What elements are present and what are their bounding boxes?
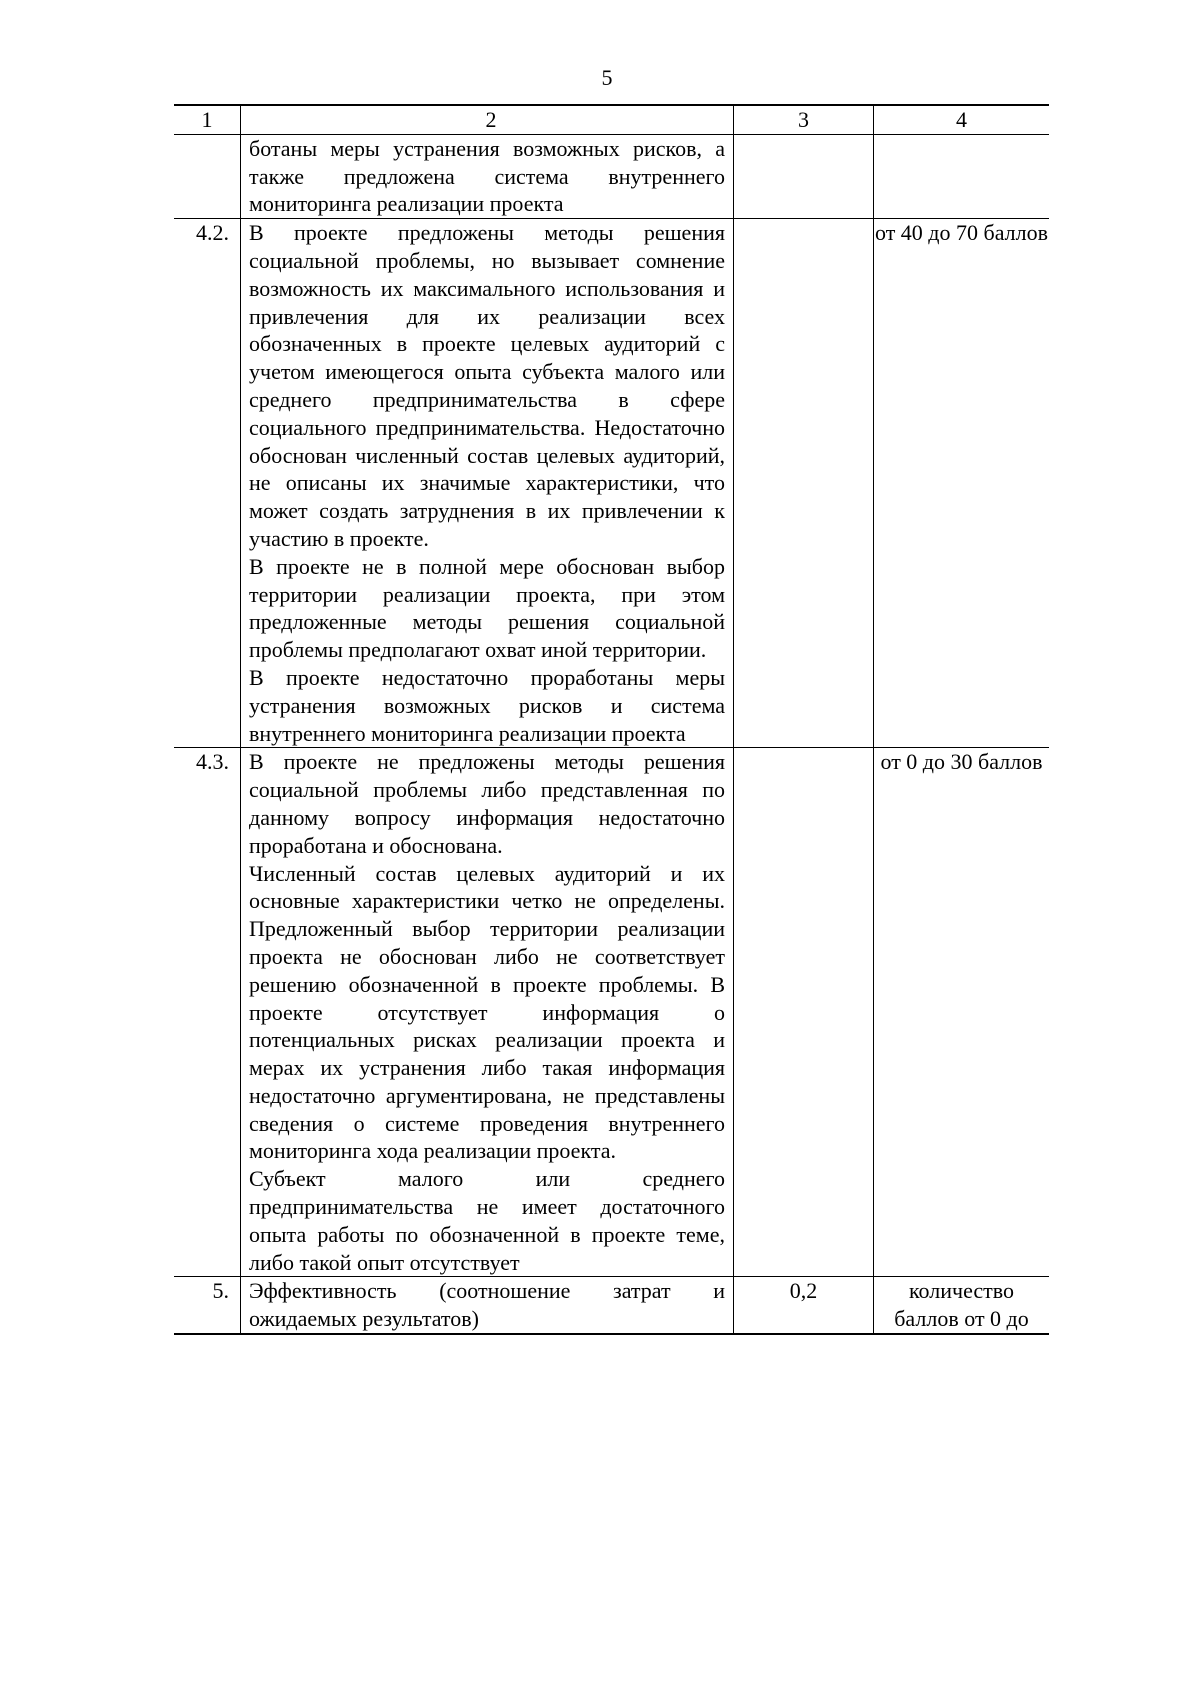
row-description	[241, 1277, 734, 1334]
row-paragraph: В проекте предложены методы решения социальной проблемы, но вызывает сомнение возможность их максимального использования и привлечения для их реализации всех обозначенных в проекте целевых аудиторий с учетом имеющегося опыта субъекта малого или среднего предпринимательства в сфере социального предпринимательства. Недостаточно обоснован численный состав целевых аудиторий, не описаны их значимые характеристики, что может создать затруднения в их привлечении к участию в проекте.	[249, 220, 725, 551]
criteria-table	[174, 104, 1049, 1335]
row-weight	[734, 134, 874, 218]
header-col-3: 3	[734, 105, 874, 134]
row-number	[174, 134, 241, 218]
row-score	[874, 134, 1050, 218]
header-col-4: 4	[874, 105, 1050, 134]
row-score: от 0 до 30 баллов	[874, 748, 1050, 1277]
row-number: 4.2.	[174, 219, 241, 748]
row-paragraph: Эффективность (соотношение затрат и ожидаемых результатов)	[249, 1278, 725, 1332]
row-paragraph: Численный состав целевых аудиторий и их основные характеристики четко не определены. Предложенный выбор территории реализации проекта не обоснован либо не соответствует решению обозначенной в проекте проблемы. В проекте отсутствует информация о потенциальных рисках реализации проекта и мерах их устранения либо такая информация недостаточно аргументирована, не представлены сведения о системе проведения внутреннего мониторинга хода реализации проекта.	[249, 860, 725, 1164]
row-paragraph: В проекте не в полной мере обоснован выбор территории реализации проекта, при этом предложенные методы решения социальной проблемы предполагают охват иной территории.	[249, 553, 725, 663]
page-number: 5	[601, 65, 613, 90]
row-score: от 40 до 70 баллов	[874, 219, 1050, 748]
row-number: 4.3.	[174, 748, 241, 1277]
row-paragraph: В проекте не предложены методы решения социальной проблемы либо представленная по данному вопросу информация недостаточно проработана и обоснована.	[249, 749, 725, 858]
row-description	[241, 219, 734, 748]
table-header-row	[174, 105, 1049, 134]
row-description	[241, 748, 734, 1277]
row-description	[241, 134, 734, 218]
table-row	[174, 219, 1049, 748]
table-row	[174, 134, 1049, 218]
row-score: количество баллов от 0 до	[874, 1277, 1050, 1334]
table-row	[174, 748, 1049, 1277]
row-weight	[734, 219, 874, 748]
row-weight	[734, 748, 874, 1277]
row-weight: 0,2	[734, 1277, 874, 1334]
header-col-1: 1	[174, 105, 241, 134]
row-paragraph: В проекте недостаточно проработаны меры устранения возможных рисков и система внутреннего мониторинга реализации проекта	[249, 664, 725, 746]
row-paragraph: ботаны меры устранения возможных рисков, а также предложена система внутреннего мониторинга реализации проекта	[249, 135, 725, 217]
row-paragraph: Субъект малого или среднего предпринимательства не имеет достаточного опыта работы по обозначенной в проекте теме, либо такой опыт отсутствует	[249, 1166, 725, 1275]
header-col-2: 2	[241, 105, 734, 134]
table-row	[174, 1277, 1049, 1334]
row-number: 5.	[174, 1277, 241, 1334]
